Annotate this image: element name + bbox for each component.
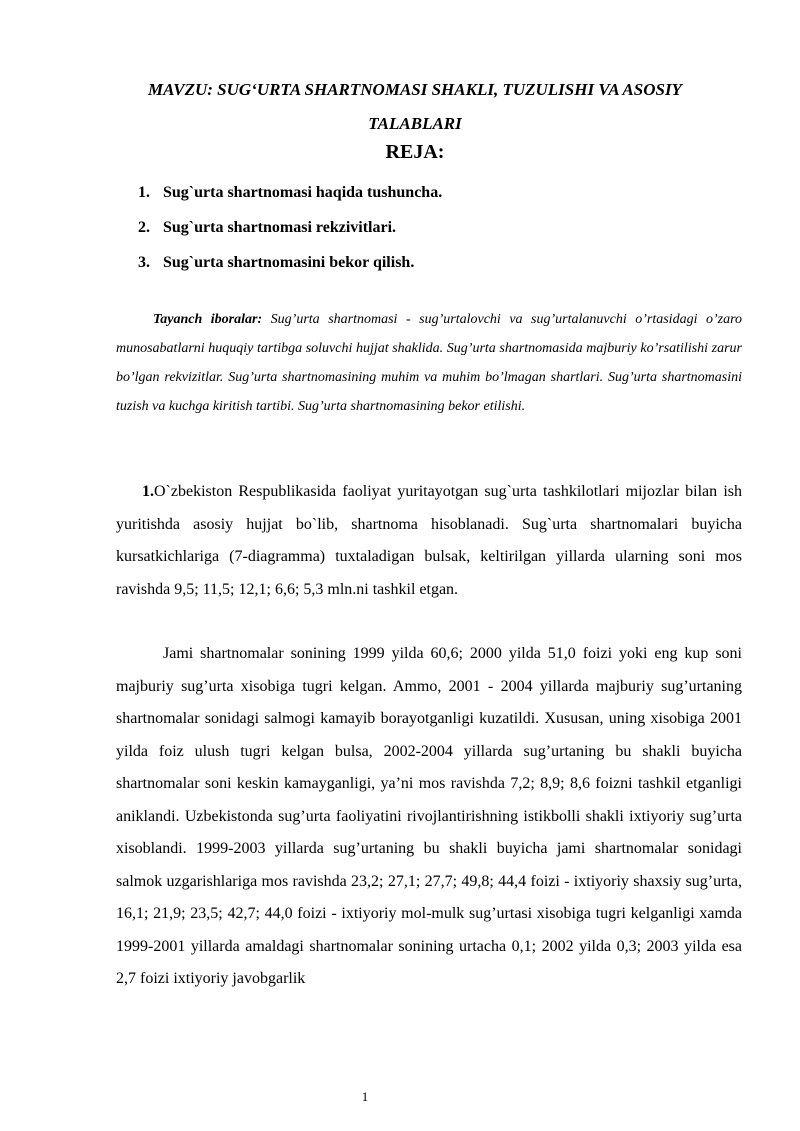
plan-item bbox=[138, 245, 442, 280]
keywords-label: Tayanch iboralar: bbox=[153, 312, 263, 327]
plan-item-number: 2. bbox=[138, 219, 150, 236]
plan-item-text: Sug`urta shartnomasini bekor qilish. bbox=[163, 254, 415, 271]
plan-item-number: 3. bbox=[138, 254, 150, 271]
plan-item bbox=[138, 175, 442, 210]
keywords-paragraph bbox=[116, 305, 742, 421]
keywords-text: Sug’urta shartnomasi - sug’urtalovchi va sug’urtalanuvchi o’rtasidagi o’zaro munosabatlarni huquqiy tartibga soluvchi hujjat shaklida. Sug’urta shartnomasida majburiy ko’rsatilishi zarur bo’lgan rekvizitlar. Sug’urta shartnomasining muhim va muhim bo’lmagan shartlari. Sug’urta shartnomasini tuzish va kuchga kiritish tartibi. Sug’urta shartnomasining bekor etilishi. bbox=[116, 312, 743, 414]
plan-item-text: Sug`urta shartnomasi haqida tushuncha. bbox=[163, 184, 443, 201]
plan-item bbox=[138, 210, 442, 245]
page-number: 1 bbox=[361, 1089, 369, 1104]
body-paragraph-1 bbox=[116, 476, 742, 606]
plan-heading: REJA: bbox=[385, 141, 445, 163]
plan-item-number: 1. bbox=[138, 184, 150, 201]
document-title: MAVZU: SUG‘URTA SHARTNOMASI SHAKLI, TUZULISHI VA ASOSIY TALABLARI bbox=[148, 80, 682, 133]
plan-list bbox=[138, 175, 442, 280]
paragraph-text: O`zbekiston Respublikasida faoliyat yuritayotgan sug`urta tashkilotlari mijozlar bilan ish yuritishda asosiy hujjat bo`lib, shartnoma hisoblanadi. Sug`urta shartnomalari buyicha kursatkichlariga (7-diagramma) tuxtaladigan bulsak, keltirilgan yillarda ularning soni mos ravishda 9,5; 11,5; 12,1; 6,6; 5,3 mln.ni tashkil etgan. bbox=[116, 483, 742, 598]
body-paragraph-2: Jami shartnomalar sonining 1999 yilda 60,6; 2000 yilda 51,0 foizi yoki eng kup soni majburiy sug’urta xisobiga tugri kelgan. Ammo, 2001 - 2004 yillarda majburiy sug’urtaning shartnomalar sonidagi salmogi kamayib borayotganligi kuzatildi. Xususan, uning xisobiga 2001 yilda foiz ulush tugri kelgan bulsa, 2002-2004 yillarda sug’urtaning bu shakli buyicha shartnomalar soni keskin kamayganligi, ya’ni mos ravishda 7,2; 8,9; 8,6 foizni tashkil etganligi aniklandi. Uzbekistonda sug’urta faoliyatini rivojlantirishning istikbolli shakli ixtiyoriy sug’urta xisoblandi. 1999-2003 yillarda sug’urtaning bu shakli buyicha jami shartnomalar sonidagi salmok uzgarishlariga mos ravishda 23,2; 27,1; 27,7; 49,8; 44,4 foizi - ixtiyoriy shaxsiy sug’urta, 16,1; 21,9; 23,5; 42,7; 44,0 foizi - ixtiyoriy mol-mulk sug’urtasi xisobiga tugri kelganligi xamda 1999-2001 yillarda amaldagi shartnomalar sonining urtacha 0,1; 2002 yilda 0,3; 2003 yilda esa 2,7 foizi ixtiyoriy javobgarlik bbox=[116, 645, 742, 987]
paragraph-number: 1. bbox=[142, 483, 154, 500]
plan-item-text: Sug`urta shartnomasi rekzivitlari. bbox=[163, 219, 397, 236]
